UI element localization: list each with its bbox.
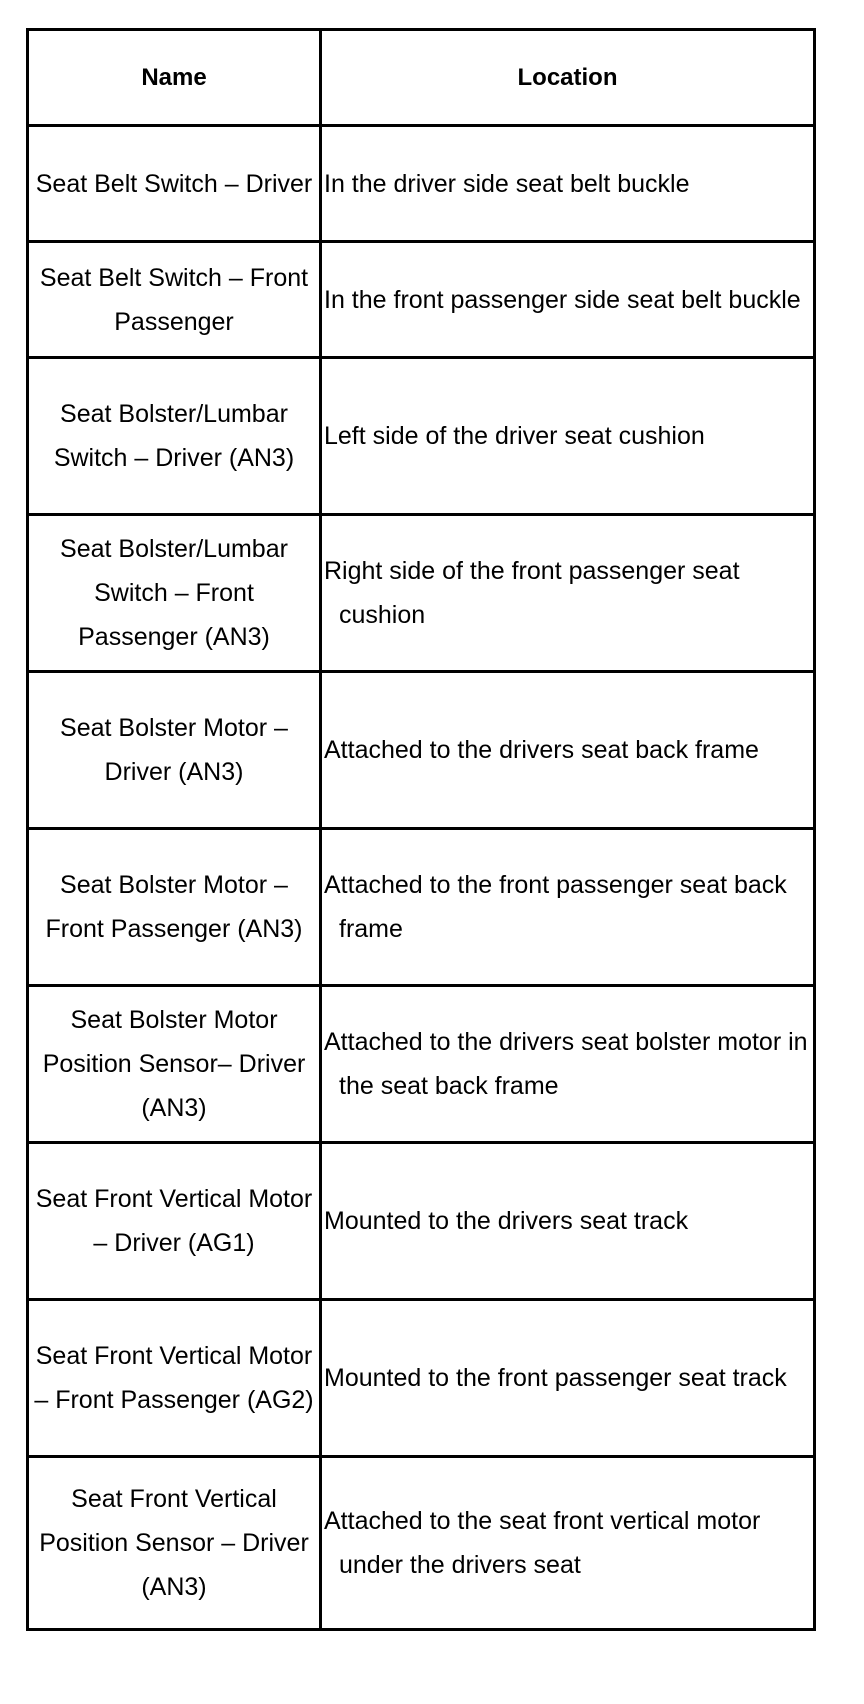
component-name: Seat Bolster Motor – Front Passenger (AN3) bbox=[28, 829, 321, 986]
component-name: Seat Bolster Motor Position Sensor– Driver (AN3) bbox=[28, 986, 321, 1143]
component-name: Seat Bolster/Lumbar Switch – Driver (AN3) bbox=[28, 358, 321, 515]
component-location: In the front passenger side seat belt buckle bbox=[321, 242, 815, 358]
component-location: Left side of the driver seat cushion bbox=[321, 358, 815, 515]
table-header-row bbox=[28, 30, 815, 126]
component-location: Mounted to the front passenger seat track bbox=[321, 1300, 815, 1457]
component-name: Seat Front Vertical Position Sensor – Driver (AN3) bbox=[28, 1457, 321, 1630]
table-row bbox=[28, 126, 815, 242]
table-row bbox=[28, 1143, 815, 1300]
component-location: Attached to the seat front vertical motor under the drivers seat bbox=[321, 1457, 815, 1630]
component-name: Seat Bolster Motor – Driver (AN3) bbox=[28, 672, 321, 829]
component-name: Seat Belt Switch – Driver bbox=[28, 126, 321, 242]
column-header-name: Name bbox=[28, 30, 321, 126]
component-location: Attached to the drivers seat bolster motor in the seat back frame bbox=[321, 986, 815, 1143]
component-location: Attached to the front passenger seat back frame bbox=[321, 829, 815, 986]
component-location: Mounted to the drivers seat track bbox=[321, 1143, 815, 1300]
component-name: Seat Front Vertical Motor – Driver (AG1) bbox=[28, 1143, 321, 1300]
table-row bbox=[28, 1300, 815, 1457]
component-location: Right side of the front passenger seat cushion bbox=[321, 515, 815, 672]
table-row bbox=[28, 1457, 815, 1630]
component-location: Attached to the drivers seat back frame bbox=[321, 672, 815, 829]
component-name: Seat Bolster/Lumbar Switch – Front Passenger (AN3) bbox=[28, 515, 321, 672]
table-row bbox=[28, 672, 815, 829]
column-header-location: Location bbox=[321, 30, 815, 126]
table-row bbox=[28, 242, 815, 358]
component-name: Seat Front Vertical Motor – Front Passenger (AG2) bbox=[28, 1300, 321, 1457]
table-row bbox=[28, 358, 815, 515]
component-name: Seat Belt Switch – Front Passenger bbox=[28, 242, 321, 358]
table-row bbox=[28, 986, 815, 1143]
component-location: In the driver side seat belt buckle bbox=[321, 126, 815, 242]
table-row bbox=[28, 515, 815, 672]
table-row bbox=[28, 829, 815, 986]
component-location-table bbox=[26, 28, 816, 1631]
